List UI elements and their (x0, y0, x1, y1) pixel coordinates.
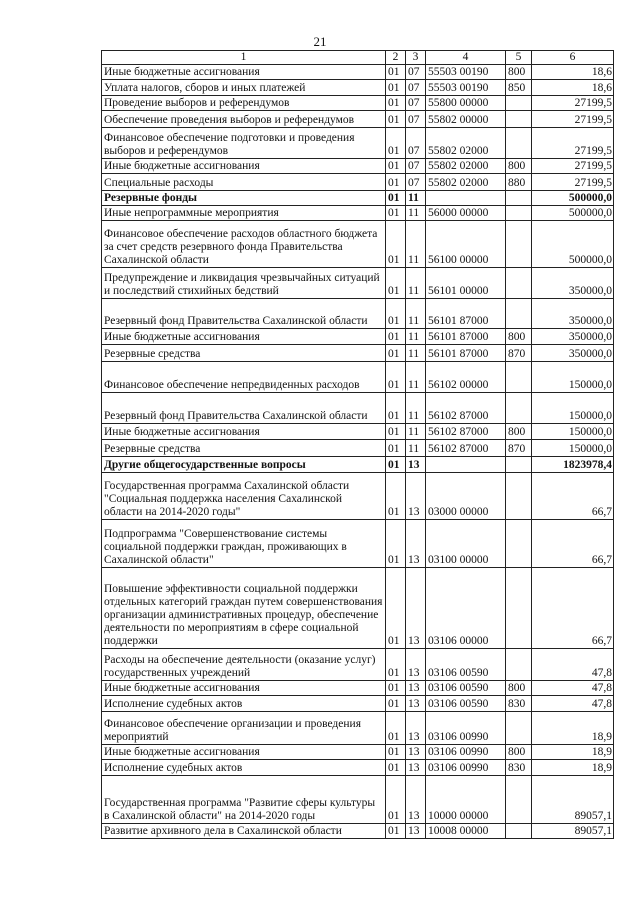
row-target-code: 03106 00000 (426, 568, 506, 649)
row-expense-type: 800 (506, 159, 532, 174)
row-section: 01 (386, 80, 406, 96)
row-name: Финансовое обеспечение организации и проведения мероприятий (102, 712, 386, 745)
row-expense-type: 830 (506, 760, 532, 776)
row-target-code: 56000 00000 (426, 206, 506, 221)
row-amount: 89057,1 (532, 824, 614, 839)
row-section: 01 (386, 96, 406, 111)
row-amount: 27199,5 (532, 111, 614, 128)
row-section: 01 (386, 268, 406, 299)
row-name: Иные бюджетные ассигнования (102, 159, 386, 174)
table-row (102, 174, 614, 191)
table-row (102, 191, 614, 206)
row-section: 01 (386, 393, 406, 424)
row-target-code: 55802 02000 (426, 174, 506, 191)
row-target-code: 55800 00000 (426, 96, 506, 111)
row-name: Иные бюджетные ассигнования (102, 65, 386, 80)
row-section: 01 (386, 696, 406, 712)
header-cell: 3 (406, 51, 426, 65)
row-expense-type: 830 (506, 696, 532, 712)
header-cell: 2 (386, 51, 406, 65)
row-target-code: 10000 00000 (426, 776, 506, 824)
row-amount: 66,7 (532, 473, 614, 520)
table-row (102, 745, 614, 760)
row-target-code: 56100 00000 (426, 221, 506, 268)
row-subsection: 07 (406, 96, 426, 111)
row-expense-type (506, 824, 532, 839)
row-expense-type: 800 (506, 424, 532, 440)
row-target-code: 55802 02000 (426, 128, 506, 159)
row-amount: 150000,0 (532, 440, 614, 457)
row-subsection: 07 (406, 159, 426, 174)
table-row (102, 111, 614, 128)
row-amount: 150000,0 (532, 393, 614, 424)
row-section: 01 (386, 345, 406, 362)
header-cell: 4 (426, 51, 506, 65)
row-name: Иные бюджетные ассигнования (102, 424, 386, 440)
table-row (102, 776, 614, 824)
table-row (102, 568, 614, 649)
row-subsection: 11 (406, 206, 426, 221)
row-amount: 27199,5 (532, 174, 614, 191)
row-section: 01 (386, 760, 406, 776)
table-row (102, 96, 614, 111)
row-target-code: 56101 87000 (426, 329, 506, 345)
row-subsection: 13 (406, 457, 426, 473)
row-subsection: 11 (406, 329, 426, 345)
row-section: 01 (386, 65, 406, 80)
row-amount: 18,6 (532, 80, 614, 96)
row-subsection: 07 (406, 80, 426, 96)
row-name: Финансовое обеспечение подготовки и проведения выборов и референдумов (102, 128, 386, 159)
row-expense-type: 800 (506, 681, 532, 696)
row-amount: 150000,0 (532, 424, 614, 440)
row-section: 01 (386, 681, 406, 696)
row-section: 01 (386, 191, 406, 206)
row-subsection: 13 (406, 824, 426, 839)
row-expense-type (506, 206, 532, 221)
row-subsection: 13 (406, 681, 426, 696)
row-amount: 350000,0 (532, 268, 614, 299)
row-name: Резервный фонд Правительства Сахалинской области (102, 393, 386, 424)
row-expense-type (506, 568, 532, 649)
row-subsection: 11 (406, 268, 426, 299)
row-name: Резервные средства (102, 345, 386, 362)
row-expense-type (506, 649, 532, 681)
row-amount: 350000,0 (532, 299, 614, 329)
row-name: Иные бюджетные ассигнования (102, 329, 386, 345)
table-row (102, 393, 614, 424)
row-name: Специальные расходы (102, 174, 386, 191)
row-subsection: 11 (406, 345, 426, 362)
row-amount: 500000,0 (532, 221, 614, 268)
row-name: Иные бюджетные ассигнования (102, 681, 386, 696)
row-expense-type (506, 393, 532, 424)
row-section: 01 (386, 440, 406, 457)
row-section: 01 (386, 457, 406, 473)
row-section: 01 (386, 473, 406, 520)
row-section: 01 (386, 329, 406, 345)
row-section: 01 (386, 362, 406, 393)
row-section: 01 (386, 299, 406, 329)
row-expense-type (506, 221, 532, 268)
row-expense-type (506, 712, 532, 745)
row-section: 01 (386, 776, 406, 824)
row-target-code: 03100 00000 (426, 520, 506, 568)
row-amount: 18,6 (532, 65, 614, 80)
row-amount: 47,8 (532, 649, 614, 681)
row-name: Обеспечение проведения выборов и референдумов (102, 111, 386, 128)
row-amount: 350000,0 (532, 345, 614, 362)
row-subsection: 13 (406, 712, 426, 745)
header-row (102, 51, 614, 65)
row-target-code: 03106 00990 (426, 712, 506, 745)
row-target-code: 55503 00190 (426, 80, 506, 96)
row-amount: 500000,0 (532, 206, 614, 221)
row-amount: 27199,5 (532, 128, 614, 159)
row-subsection: 13 (406, 760, 426, 776)
row-subsection: 11 (406, 191, 426, 206)
row-name: Другие общегосударственные вопросы (102, 457, 386, 473)
table-row (102, 268, 614, 299)
row-amount: 27199,5 (532, 159, 614, 174)
row-expense-type (506, 362, 532, 393)
table-row (102, 473, 614, 520)
row-section: 01 (386, 649, 406, 681)
row-amount: 18,9 (532, 760, 614, 776)
table-row (102, 65, 614, 80)
row-amount: 350000,0 (532, 329, 614, 345)
row-amount: 18,9 (532, 712, 614, 745)
table-row (102, 520, 614, 568)
row-expense-type: 800 (506, 65, 532, 80)
table-row (102, 80, 614, 96)
row-subsection: 13 (406, 696, 426, 712)
row-subsection: 11 (406, 362, 426, 393)
header-cell: 5 (506, 51, 532, 65)
row-name: Резервный фонд Правительства Сахалинской области (102, 299, 386, 329)
row-expense-type (506, 268, 532, 299)
row-expense-type (506, 96, 532, 111)
row-name: Государственная программа Сахалинской области "Социальная поддержка населения Сахалинской области на 2014-2020 годы" (102, 473, 386, 520)
row-amount: 66,7 (532, 568, 614, 649)
row-amount: 1823978,4 (532, 457, 614, 473)
row-name: Финансовое обеспечение расходов областного бюджета за счет средств резервного фонда Правительства Сахалинской области (102, 221, 386, 268)
row-name: Иные непрограммные мероприятия (102, 206, 386, 221)
row-expense-type: 800 (506, 329, 532, 345)
row-subsection: 11 (406, 221, 426, 268)
row-target-code: 55503 00190 (426, 65, 506, 80)
row-expense-type (506, 776, 532, 824)
row-section: 01 (386, 520, 406, 568)
row-expense-type (506, 128, 532, 159)
table-row (102, 206, 614, 221)
row-section: 01 (386, 424, 406, 440)
row-subsection: 13 (406, 520, 426, 568)
table-row (102, 681, 614, 696)
row-expense-type (506, 191, 532, 206)
row-subsection: 11 (406, 299, 426, 329)
row-section: 01 (386, 128, 406, 159)
row-target-code: 03106 00990 (426, 760, 506, 776)
row-subsection: 11 (406, 424, 426, 440)
row-subsection: 13 (406, 473, 426, 520)
row-name: Иные бюджетные ассигнования (102, 745, 386, 760)
row-section: 01 (386, 174, 406, 191)
row-expense-type (506, 299, 532, 329)
row-amount: 47,8 (532, 681, 614, 696)
row-target-code: 56102 00000 (426, 362, 506, 393)
row-section: 01 (386, 206, 406, 221)
row-target-code: 56102 87000 (426, 393, 506, 424)
row-expense-type: 880 (506, 174, 532, 191)
row-target-code: 56102 87000 (426, 440, 506, 457)
table-row (102, 299, 614, 329)
row-amount: 27199,5 (532, 96, 614, 111)
table-row (102, 424, 614, 440)
row-section: 01 (386, 159, 406, 174)
table-row (102, 824, 614, 839)
row-target-code: 55802 00000 (426, 111, 506, 128)
row-subsection: 07 (406, 174, 426, 191)
row-target-code: 03106 00590 (426, 696, 506, 712)
row-target-code: 56101 87000 (426, 299, 506, 329)
row-subsection: 13 (406, 568, 426, 649)
row-name: Предупреждение и ликвидация чрезвычайных ситуаций и последствий стихийных бедствий (102, 268, 386, 299)
page-number: 21 (313, 34, 327, 49)
table-row (102, 760, 614, 776)
row-name: Государственная программа "Развитие сферы культуры в Сахалинской области" на 2014-2020 годы (102, 776, 386, 824)
row-name: Подпрограмма "Совершенствование системы социальной поддержки граждан, проживающих в Сахалинской области" (102, 520, 386, 568)
row-target-code: 03106 00990 (426, 745, 506, 760)
row-target-code (426, 191, 506, 206)
row-subsection: 13 (406, 776, 426, 824)
table-row (102, 649, 614, 681)
header-cell: 6 (532, 51, 614, 65)
row-section: 01 (386, 824, 406, 839)
row-target-code: 56101 00000 (426, 268, 506, 299)
row-amount: 150000,0 (532, 362, 614, 393)
row-expense-type: 850 (506, 80, 532, 96)
row-amount: 89057,1 (532, 776, 614, 824)
row-expense-type (506, 111, 532, 128)
row-name: Развитие архивного дела в Сахалинской области (102, 824, 386, 839)
row-expense-type (506, 520, 532, 568)
row-subsection: 13 (406, 649, 426, 681)
table-row (102, 221, 614, 268)
table-row (102, 457, 614, 473)
budget-table (101, 50, 614, 839)
row-subsection: 07 (406, 65, 426, 80)
row-section: 01 (386, 712, 406, 745)
row-target-code: 55802 02000 (426, 159, 506, 174)
row-name: Исполнение судебных актов (102, 760, 386, 776)
row-target-code: 03000 00000 (426, 473, 506, 520)
row-name: Расходы на обеспечение деятельности (оказание услуг) государственных учреждений (102, 649, 386, 681)
row-name: Резервные средства (102, 440, 386, 457)
row-target-code (426, 457, 506, 473)
table-row (102, 128, 614, 159)
table-row (102, 345, 614, 362)
row-target-code: 03106 00590 (426, 649, 506, 681)
row-subsection: 07 (406, 128, 426, 159)
row-expense-type (506, 457, 532, 473)
row-target-code: 56101 87000 (426, 345, 506, 362)
table-row (102, 362, 614, 393)
row-name: Исполнение судебных актов (102, 696, 386, 712)
row-subsection: 07 (406, 111, 426, 128)
row-subsection: 11 (406, 440, 426, 457)
table-row (102, 329, 614, 345)
row-target-code: 56102 87000 (426, 424, 506, 440)
row-name: Финансовое обеспечение непредвиденных расходов (102, 362, 386, 393)
row-name: Проведение выборов и референдумов (102, 96, 386, 111)
row-expense-type (506, 473, 532, 520)
row-target-code: 03106 00590 (426, 681, 506, 696)
table-row (102, 712, 614, 745)
row-subsection: 13 (406, 745, 426, 760)
row-name: Резервные фонды (102, 191, 386, 206)
table-row (102, 159, 614, 174)
row-section: 01 (386, 568, 406, 649)
row-expense-type: 870 (506, 345, 532, 362)
row-section: 01 (386, 745, 406, 760)
row-subsection: 11 (406, 393, 426, 424)
row-name: Уплата налогов, сборов и иных платежей (102, 80, 386, 96)
row-target-code: 10008 00000 (426, 824, 506, 839)
row-expense-type: 800 (506, 745, 532, 760)
row-amount: 500000,0 (532, 191, 614, 206)
row-amount: 18,9 (532, 745, 614, 760)
row-section: 01 (386, 221, 406, 268)
row-expense-type: 870 (506, 440, 532, 457)
header-cell: 1 (102, 51, 386, 65)
row-amount: 66,7 (532, 520, 614, 568)
row-name: Повышение эффективности социальной поддержки отдельных категорий граждан путем совершенствования организации административных процедур, обеспечение деятельности по мероприятиям в сфере социальной поддержки (102, 568, 386, 649)
table-row (102, 696, 614, 712)
row-section: 01 (386, 111, 406, 128)
row-amount: 47,8 (532, 696, 614, 712)
table-row (102, 440, 614, 457)
